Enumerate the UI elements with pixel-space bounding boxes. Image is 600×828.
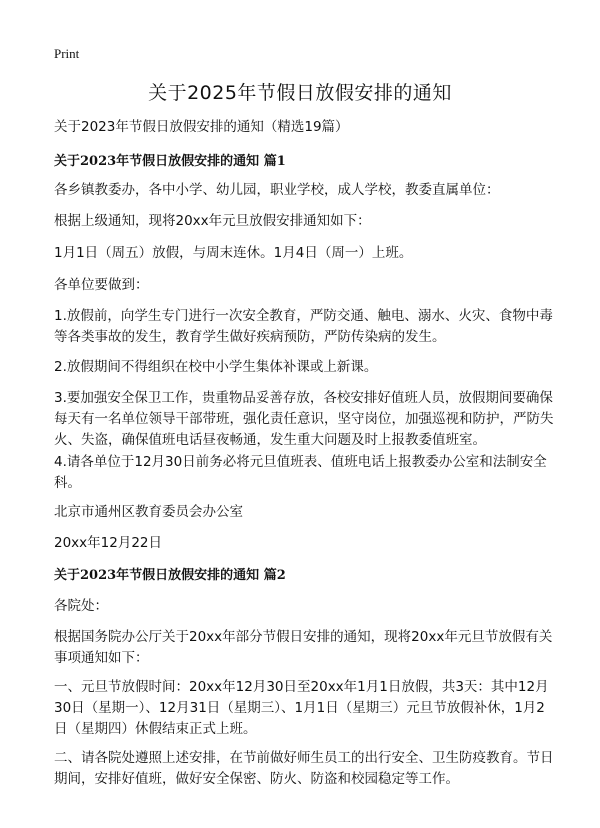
section-1-paragraph: 各单位要做到： (54, 277, 149, 293)
intro-line: 关于2023年节假日放假安排的通知（精选19篇） (54, 119, 349, 135)
section-1-paragraph: 各乡镇教委办，各中小学、幼儿园，职业学校，成人学校，教委直属单位： (54, 182, 500, 198)
section-1-paragraph: 2.放假期间不得组织在校中小学生集体补课或上新课。 (54, 359, 378, 375)
section-1-paragraph: 根据上级通知，现将20xx年元旦放假安排通知如下： (54, 213, 371, 229)
section-1-paragraph: 北京市通州区教育委员会办公室 (54, 504, 243, 520)
section-1-paragraph: 1月1日（周五）放假，与周末连休。1月4日（周一）上班。 (54, 245, 413, 261)
section-1-heading: 关于2023年节假日放假安排的通知 篇1 (54, 154, 286, 169)
document-title: 关于2025年节假日放假安排的通知 (148, 82, 452, 104)
section-2-heading: 关于2023年节假日放假安排的通知 篇2 (54, 568, 286, 583)
section-2-paragraph: 一、元旦节放假时间：20xx年12月30日至20xx年1月1日放假，共3天：其中12月30日（星期一）、12月31日（星期三）、1月1日（星期三）元旦节放假补休，1月2日（星期四）休假结束正式上班。 (54, 679, 549, 737)
section-2-paragraph: 各院处： (54, 598, 108, 614)
section-1-paragraph: 3.要加强安全保卫工作，贵重物品妥善存放，各校安排好值班人员，放假期间要确保每天有一名单位领导干部带班，强化责任意识，坚守岗位，加强巡视和防护，严防失火、失盗，确保值班电话昼夜畅通，发生重大问题及时上报教委值班室。 (54, 390, 554, 448)
section-1-paragraph: 4.请各单位于12月30日前务必将元旦值班表、值班电话上报教委办公室和法制安全科。 (54, 454, 547, 491)
section-1-paragraph: 20xx年12月22日 (54, 535, 163, 551)
section-2-paragraph: 根据国务院办公厅关于20xx年部分节假日安排的通知，现将20xx年元旦节放假有关事项通知如下： (54, 629, 553, 666)
section-2-paragraph: 二、请各院处遵照上述安排，在节前做好师生员工的出行安全、卫生防疫教育。节日期间，安排好值班，做好安全保密、防火、防盗和校园稳定等工作。 (54, 750, 554, 787)
print-link[interactable]: Print (54, 46, 80, 61)
section-1-paragraph: 1.放假前，向学生专门进行一次安全教育，严防交通、触电、溺水、火灾、食物中毒等各类事故的发生，教育学生做好疾病预防，严防传染病的发生。 (54, 308, 553, 345)
